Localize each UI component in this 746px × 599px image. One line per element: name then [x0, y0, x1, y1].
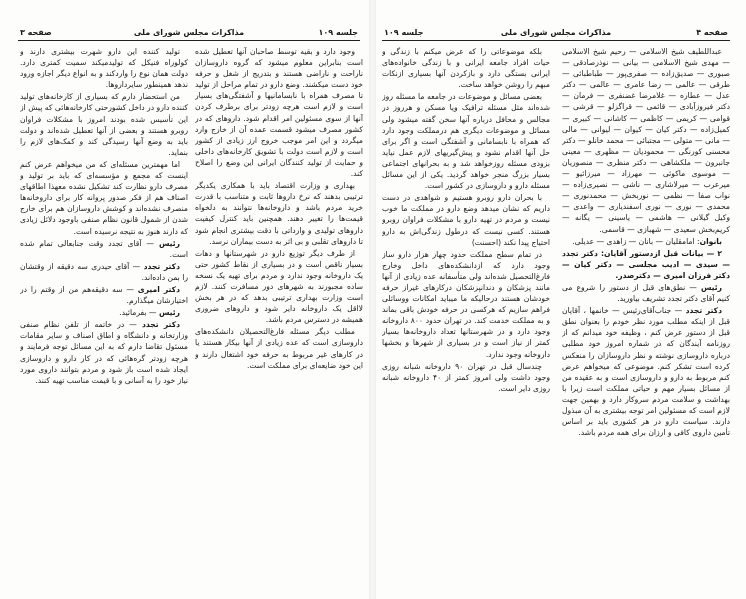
paragraph-text: تولید کننده این دارو شهرت بیشتری دارند و کولوراه فنیکل که تولیدمیکند سمیت کمتری دارد. دولت همان نوع را واردکند و به انواع دیگر اجازه ورود ندهد همینطور سایرداروها.	[20, 47, 188, 90]
paragraph-text: بعضی مسائل و موضوعات در جامعه ما مسئله روز شده‌اند مثل مسئله ترافیک ویا مسکن و هرروز در مجالس و محافل درباره آنها سخن گفته میشود ولی مسائل و موضوعات دیگری هم درمملکت وجود دارد که همراه با نابسامانی و آشفتگی است و اگر برای حل آنها اقدام نشود و پیش‌گیریهای لازم عمل نیاید بزودی مسئله روزخواهد شد و به بحرانهای اجتماعی بسیار بزرگ منجر خواهد گردید. یکی از این مسائل مسئله دارو و داروسازی در کشور است.	[382, 92, 550, 191]
paragraph-text: چندسال قبل در تهران ۹۰ داروخانه شبانه روزی وجود داشت ولی امروز کمتر از ۴۰ داروخانه شبانه روزی دایر است.	[382, 361, 550, 393]
paragraph	[382, 91, 550, 191]
speaker-name: دکتر امیری	[137, 284, 180, 294]
paragraph-text: — نطق‌های قبل از دستور را شروع می کنیم آقای دکتر تجدد تشریف بیاورید.	[562, 282, 730, 304]
paragraph-text: وجود دارد و بقیه توسط صاحبان آنها تعطیل شده است بنابراین معلوم میشود که گروه داروسازان ناراحت و ناراضی هستند و بتدریج از شغل و حرفه خود دست میکشند. وضع دارو در تمام مراحل از تولید تا مصرف همراه با نابسامانیها و آشفتگی‌های بسیار است و لازم است هرچه زودتر برای برطرف کردن آنها از سوی مسئولین امر اقدام شود. داروهای که در کشور مصرف میشود قسمت عمده آن از خارج وارد میگردد و این امر موجب خروج ارز زیادی از کشور است و لازم است دولت با تشویق کارخانه‌های داخلی و حمایت از تولید کنندگان ایرانی این وضع را اصلاح کند.	[195, 47, 363, 179]
session-number: جلسه ۱۰۹	[318, 28, 358, 37]
running-title: مذاکرات مجلس شورای ملی	[500, 28, 612, 37]
text-column-right	[195, 46, 363, 591]
paragraph	[382, 361, 550, 394]
text-column-left	[20, 46, 188, 591]
paragraph-text: عبداللطیف شیخ الاسلامی — رحیم شیخ الاسلامی — مهدی شیخ الاسلامی — بیانی — نوذرصادقی — صبوری — صدیق‌زاده — صفری‌پور — طباطبائی — طرقی — عالمی — رضا عامری — عالمی — دکتر عدل — عطاره — غلامرضا غضنفری — فرمان — دکتر فیروزآبادی — قائمی — قراگزلو — قرشی — قوامی — کریمی — کاظمی — کاشانی — کبیری — کمیل‌زاده — دکتر کیان — کیوان — لیوانی — مالی — مانی — متولی — مجتبائی — محمد خانلو — دکتر محسنی کورنگی — محمودیان — مظهری — معینی جانبرون — ملکشاهی — دکتر منظری — منصوریان — موسوی ماکوئی — مهرزاد — میرزائیو — میرعرب — میرلاشاری — ناشی — نصیری‌زاده — نواب صفا — نظمی — نوربخش — محمدنوری — محمدی — نوری — نوری اسفندیاری — واعدی — وکیل گیلانی — هاشمی — یاسینی — یگانه — کریم‌بخش سعیدی — شهبازی — قاسمی.	[562, 47, 730, 234]
paragraph	[562, 305, 730, 438]
paragraph	[382, 192, 550, 247]
paragraph-text: از طرف دیگر توزیع دارو در شهرستانها و دهات بسیار ناقص است و در بسیاری از نقاط کشور حتی یک داروخانه وجود ندارد و مردم برای تهیه یک نسخه ساده مجبورند به شهرهای دور مسافرت کنند. لازم است وزارت بهداری ترتیبی بدهد که در هر بخش لااقل یک داروخانه دایر شود و داروهای ضروری همیشه در دسترس مردم باشد.	[195, 248, 363, 325]
page-header	[382, 27, 730, 41]
running-title: مذاکرات مجلس شورای ملی	[133, 28, 245, 37]
paragraph	[562, 46, 730, 235]
book-gutter	[369, 0, 376, 599]
paragraph	[20, 238, 188, 260]
paragraph-text: — جناب‌آقای‌رئیس — خانمها ، آقایان قبل از اینکه مطلب مورد نظر خودم را بعنوان نطق قبل از دستور عرض کنم ، وظیفه خود میدانم که از روزنامه آیندگان که در شماره امروز خود مطلبی درباره داروسازی نوشته و نظر داروسازان را منعکس کرده است تشکر کنم. موضوعی که میخواهم عرض کنم مربوط به دارو و داروسازی است و به عقیده من از مسائل بسیار مهم و حیاتی مملکت است زیرا با بهداشت و سلامت مردم سروکار دارد و بهمین جهت لازم است که مسئولین امر توجه بیشتری به آن مبذول دارند. سیاست دارو در هر کشوری باید بر اساس تأمین داروی کافی و ارزان برای همه مردم باشد.	[562, 306, 730, 438]
speaker-name: دکتر تجدد	[143, 261, 180, 271]
text-column-left	[382, 46, 550, 591]
paragraph-text: با بحران دارو روبرو هستیم و شواهدی در دست داریم که نشان میدهد وضع دارو در مملکت ما خوب نیست و مردم در تهیه دارو با مشکلات فراوان روبرو هستند. کسی نیست که درطول زندگی‌اش به دارو احتیاج پیدا نکند (احسنت)	[382, 193, 550, 247]
paragraph-text: — در خاتمه از تلفن نظام صنفی وزارتخانه و دانشگاه و اطاق اصناف و سایر مقامات مسئول تقاضا دارم که به این مسائل توجه فرمایند و هرچه زودتر گره‌هائی که در کار دارو و داروسازی ایجاد شده است باز شود و مردم بتوانند داروی مورد نیاز خود را به آسانی و با قیمت مناسب تهیه کنند.	[20, 320, 188, 385]
paragraph	[562, 282, 730, 304]
speaker-name: رئیس	[700, 282, 722, 292]
paragraph	[562, 248, 730, 281]
paragraph	[20, 159, 188, 237]
speaker-name: رئیس	[158, 308, 180, 318]
paragraph-text: — آقای حیدری سه دقیقه از وقتشان را بمن داده‌اند.	[20, 261, 188, 282]
paragraph	[20, 307, 188, 318]
paragraph-text: بلکه موضوعاتی را که عرض میکنم با زندگی و حیات افراد جامعه ایرانی و با زندگی خانواده‌های ایرانی بستگی دارد و بازکردن آنها بسیاری ازنکات مبهم را روشن خواهد ساخت.	[382, 47, 550, 90]
speaker-name: ۲ — بیانات قبل ازدستور آقایان: دکتر تجدد — سیدی — ادیب مجلسی — دکتر کیان — دکتر فرزان امیری — دکترصدر.	[562, 248, 730, 280]
paragraph	[20, 261, 188, 283]
paragraph-text: : امامقلیان — بانان — زاهدی — عدیلی.	[572, 236, 700, 246]
paragraph-text: — سه دقیقه‌هم من از وقتم را در اختیارشان میگذارم.	[20, 284, 188, 306]
paragraph	[382, 46, 550, 90]
speaker-name: دکتر تجدد	[141, 320, 181, 330]
left-page	[0, 0, 368, 599]
paragraph	[20, 91, 188, 158]
page-number: صفحه ۴	[696, 28, 728, 37]
paragraph	[562, 236, 730, 247]
paragraph-text: بهداری و وزارت اقتصاد باید با همکاری یکدیگر ترتیبی بدهند که نرخ داروها ثابت و متناسب با قدرت خرید مردم باشد و داروخانه‌ها نتوانند به دلخواه قیمت‌ها را تغییر دهند. همچنین باید کنترل کیفیت داروهای تولیدی و وارداتی با دقت بیشتری انجام شود تا داروهای تقلبی و بی اثر به دست بیماران نرسد.	[195, 181, 363, 246]
speaker-name: بانوان	[699, 236, 722, 246]
paragraph-text: مطلب دیگر مسئله فارغ‌التحصیلان دانشکده‌های داروسازی است که عده زیادی از آنها بیکار هستند یا در کارهای غیر مربوط به حرفه خود اشتغال دارند و این خود ضایعه‌ای برای مملکت است.	[195, 327, 363, 370]
paragraph	[20, 284, 188, 306]
right-page	[376, 0, 744, 599]
paragraph	[195, 46, 363, 179]
paragraph	[195, 248, 363, 326]
paragraph	[195, 180, 363, 247]
paragraph	[20, 46, 188, 90]
page-header	[18, 27, 360, 41]
page-number: صفحه ۳	[20, 28, 52, 37]
paragraph-text: — بفرمائید.	[119, 308, 159, 318]
paragraph-text: من استحضار دارم که بسیاری از کارخانه‌های تولید کننده دارو در داخل کشورحتی کارخانه‌هائی که پیش از این تأسیس شده بودند امروز با مشکلات فراوان روبرو هستند و بعضی از آنها تعطیل شده‌اند و دولت باید به وضع آنها رسیدگی کند و کمک‌های لازم را بنماید.	[20, 92, 188, 157]
speaker-name: رئیس	[158, 238, 180, 248]
paragraph-text: — آقای تجدد وقت جنابعالی تمام شده است.	[20, 238, 188, 259]
paragraph	[20, 319, 188, 386]
speaker-name: دکتر تجدد	[685, 306, 722, 316]
paragraph-text: اما مهمترین مسئله‌ای که من میخواهم عرض کنم اینست که مجمع و مؤسسه‌ای که باید بر تولید و مصرف دارو نظارت کند تشکیل نشده معهذا اطاقهای اصناف هم از فکر صدور پروانه کار برای داروخانه‌ها منصرف نشده‌اند و کوشش داروسازان هم برای خارج شدن از شمول قانون نظام صنفی باوجود دلائل زیادی که دارند هنوز به نتیجه نرسیده است.	[20, 159, 188, 236]
paragraph	[382, 249, 550, 360]
session-number: جلسه ۱۰۹	[384, 28, 424, 37]
text-column-right	[562, 46, 730, 591]
paragraph	[195, 326, 363, 370]
paragraph-text: در تمام سطح مملکت حدود چهار هزار دارو ساز وجود دارد که ازدانشکده‌های داخل وخارج فارغ‌التحصیل شده‌اند ولی متأسفانه عده زیادی از آنها مانند پزشکان و دندانپزشکان درکارهای غیراز حرفه خودشان هستند درحالیکه ما میباید امکانات ووسائلی فراهم سازیم که هرکسی در حرفه خودش باقی بماند و به مملکت خدمت کند. در تهران حدود ۸۰۰ داروخانه وجود دارد و در شهرستانها تعداد داروخانه‌ها بسیار کمتر از نیاز است و در بسیاری از شهرها و بخشها داروخانه وجود ندارد.	[382, 249, 550, 359]
